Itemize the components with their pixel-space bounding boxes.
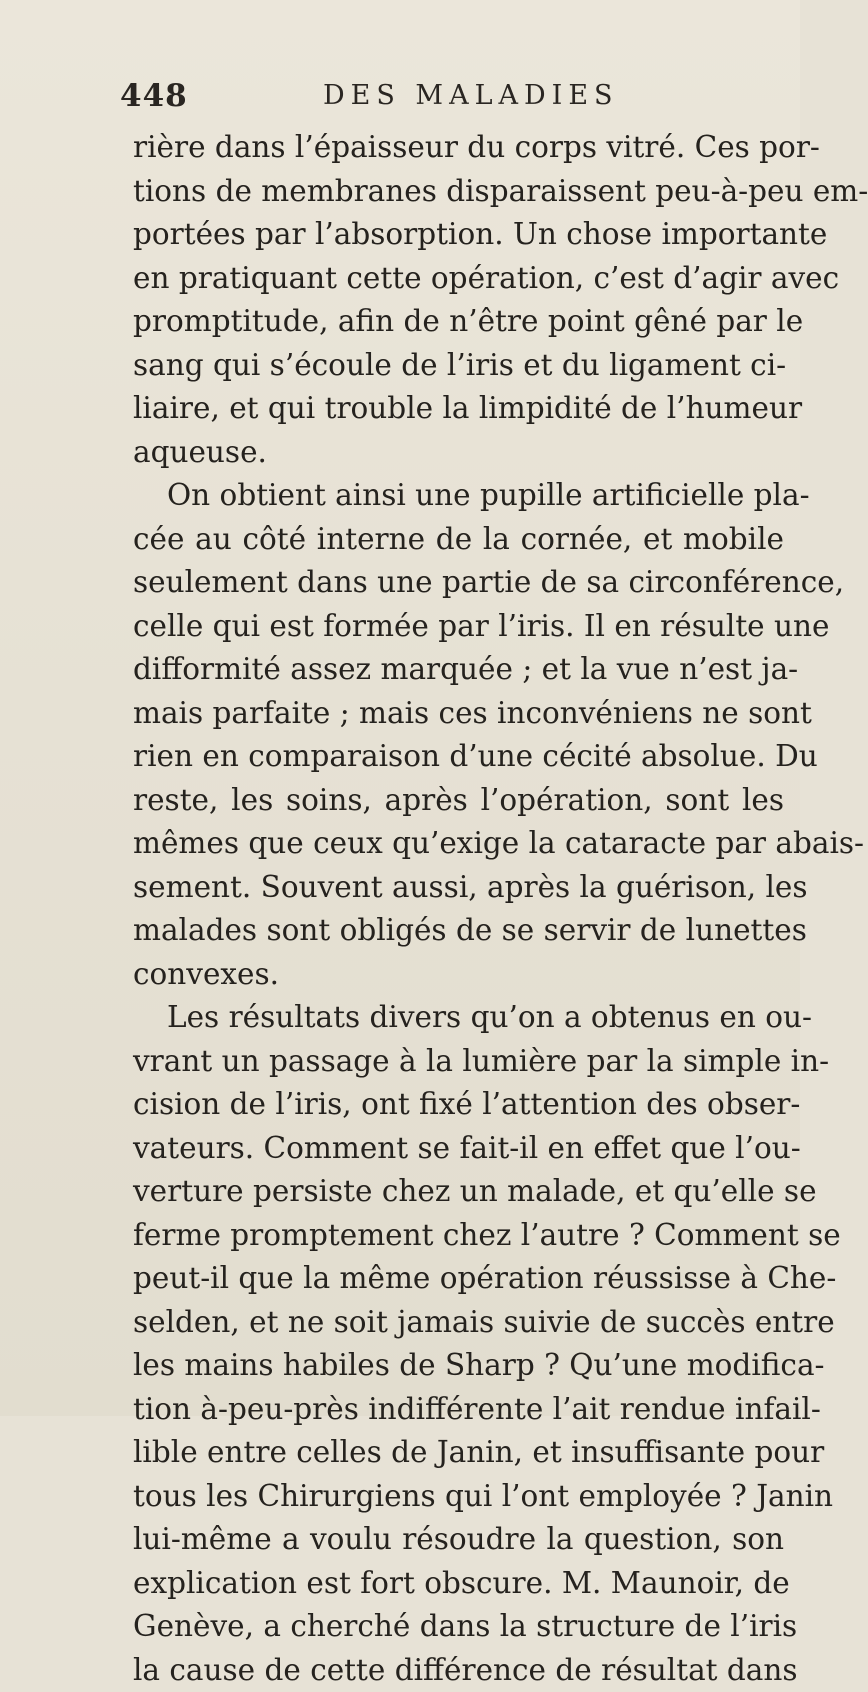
page-number: 448 — [120, 78, 188, 114]
text-line: tions de membranes disparaissent peu-à-peu em- — [133, 170, 784, 214]
text-line: cision de l’iris, ont fixé l’attention des obser- — [133, 1083, 784, 1127]
text-line: rière dans l’épaisseur du corps vitré. Ces por- — [133, 126, 784, 170]
page-header — [120, 78, 800, 118]
text-line: en pratiquant cette opération, c’est d’agir avec — [133, 257, 784, 301]
text-line: liaire, et qui trouble la limpidité de l’humeur — [133, 387, 784, 431]
text-line: convexes. — [133, 953, 784, 997]
text-line: sang qui s’écoule de l’iris et du ligament ci- — [133, 344, 784, 388]
text-line: selden, et ne soit jamais suivie de succès entre — [133, 1301, 784, 1345]
text-line: difformité assez marquée ; et la vue n’est ja- — [133, 648, 784, 692]
text-line: malades sont obligés de se servir de lunettes — [133, 909, 784, 953]
text-line: celle qui est formée par l’iris. Il en résulte une — [133, 605, 784, 649]
body-text — [133, 126, 784, 1692]
text-line: rien en comparaison d’une cécité absolue. Du — [133, 735, 784, 779]
text-line: tous les Chirurgiens qui l’ont employée ? Janin — [133, 1475, 784, 1519]
text-line: la cause de cette différence de résultat dans — [133, 1649, 784, 1692]
running-head: DES MALADIES — [323, 80, 619, 111]
text-line: portées par l’absorption. Un chose importante — [133, 213, 784, 257]
text-line: les mains habiles de Sharp ? Qu’une modifica- — [133, 1344, 784, 1388]
text-line: aqueuse. — [133, 431, 784, 475]
text-line: explication est fort obscure. M. Maunoir, de — [133, 1562, 784, 1606]
text-line: lui-même a voulu résoudre la question, son — [133, 1518, 784, 1562]
text-line: mais parfaite ; mais ces inconvéniens ne sont — [133, 692, 784, 736]
text-line: reste, les soins, après l’opération, sont les — [133, 779, 784, 823]
text-line: seulement dans une partie de sa circonférence, — [133, 561, 784, 605]
text-line: mêmes que ceux qu’exige la cataracte par abais- — [133, 822, 784, 866]
text-line: ferme promptement chez l’autre ? Comment se — [133, 1214, 784, 1258]
text-line: tion à-peu-près indifférente l’ait rendue infail- — [133, 1388, 784, 1432]
text-line: Genève, a cherché dans la structure de l’iris — [133, 1605, 784, 1649]
paragraph-start: Les résultats divers qu’on a obtenus en ou- — [133, 996, 784, 1040]
text-line: lible entre celles de Janin, et insuffisante pour — [133, 1431, 784, 1475]
text-line: peut-il que la même opération réussisse à Che- — [133, 1257, 784, 1301]
text-line: vateurs. Comment se fait-il en effet que l’ou- — [133, 1127, 784, 1171]
paragraph-start: On obtient ainsi une pupille artificielle pla- — [133, 474, 784, 518]
text-line: vrant un passage à la lumière par la simple in- — [133, 1040, 784, 1084]
text-line: verture persiste chez un malade, et qu’elle se — [133, 1170, 784, 1214]
text-line: sement. Souvent aussi, après la guérison, les — [133, 866, 784, 910]
text-line: cée au côté interne de la cornée, et mobile — [133, 518, 784, 562]
text-line: promptitude, afin de n’être point gêné par le — [133, 300, 784, 344]
